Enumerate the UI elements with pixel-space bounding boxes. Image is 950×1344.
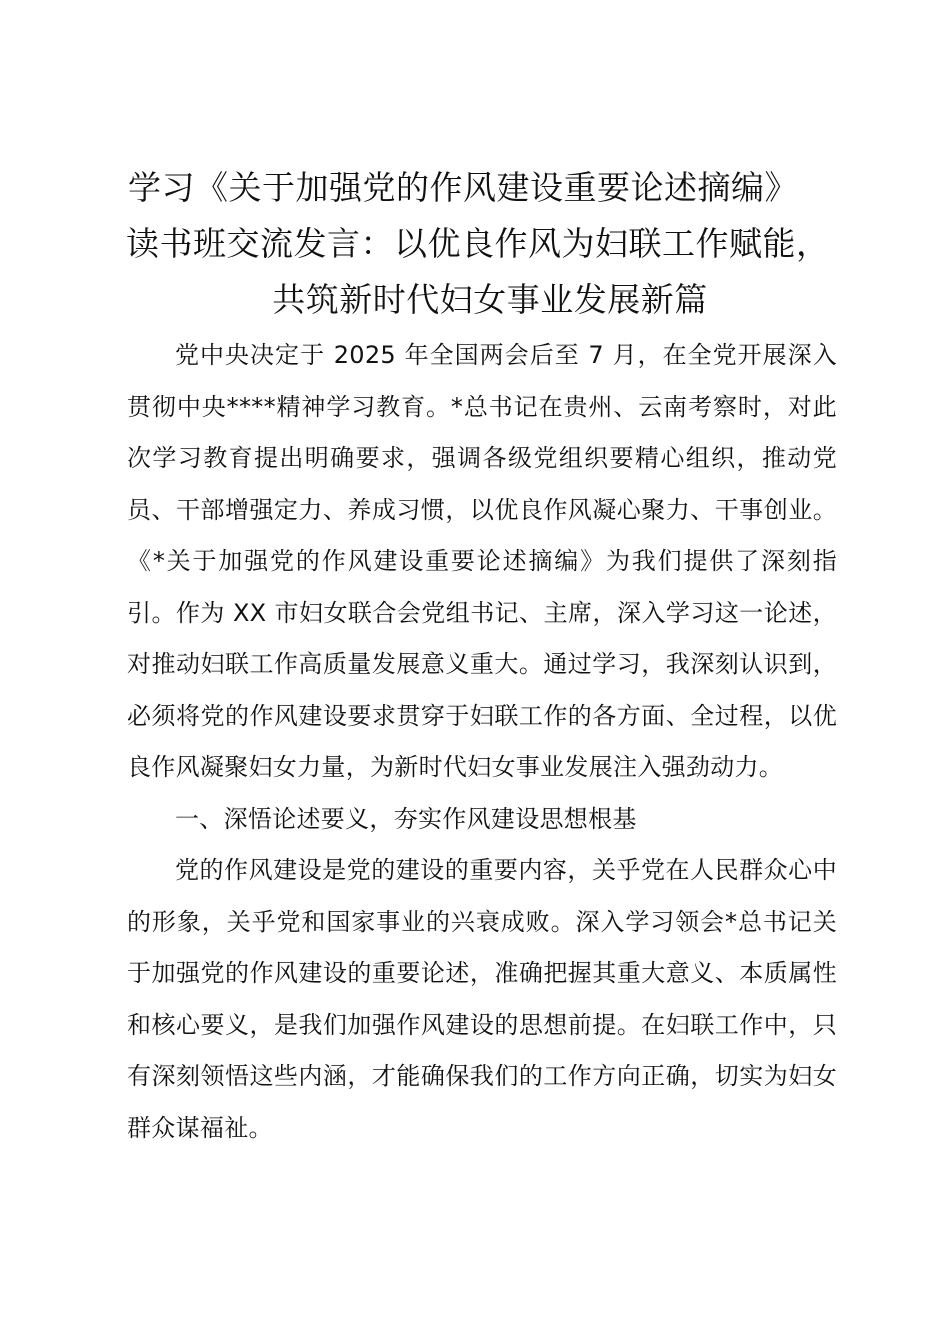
- title-line-3: 共筑新时代妇女事业发展新篇: [272, 280, 708, 319]
- section-heading: 一、深悟论述要义，夯实作风建设思想根基: [175, 804, 637, 833]
- intro-paragraph: 党中央决定于 2025 年全国两会后至 7 月，在全党开展深入贯彻中央****精神学习教育。*总书记在贵州、云南考察时，对此次学习教育提出明确要求，强调各级党组织要精心组织，推动党员、干部增强定力、养成习惯，以优良作风凝心聚力、干事创业。《*关于加强党的作风建设重要论述摘编》为我们提供了深刻指引。作为 XX 市妇女联合会党组书记、主席，深入学习这一论述，对推动妇联工作高质量发展意义重大。通过学习，我深刻认识到，必须将党的作风建设要求贯穿于妇联工作的各方面、全过程，以优良作风凝聚妇女力量，为新时代妇女事业发展注入强劲动力。: [127, 341, 837, 781]
- section-paragraph: 党的作风建设是党的建设的重要内容，关乎党在人民群众心中的形象，关乎党和国家事业的兴衰成败。深入学习领会*总书记关于加强党的作风建设的重要论述，准确把握其重大意义、本质属性和核心要义，是我们加强作风建设的思想前提。在妇联工作中，只有深刻领悟这些内涵，才能确保我们的工作方向正确，切实为妇女群众谋福祉。: [127, 856, 837, 1142]
- document-body: [127, 330, 837, 1154]
- document-title: [120, 160, 860, 328]
- title-line-1: 学习《关于加强党的作风建设重要论述摘编》: [128, 168, 798, 207]
- title-line-2: 读书班交流发言：以优良作风为妇联工作赋能，: [126, 224, 830, 263]
